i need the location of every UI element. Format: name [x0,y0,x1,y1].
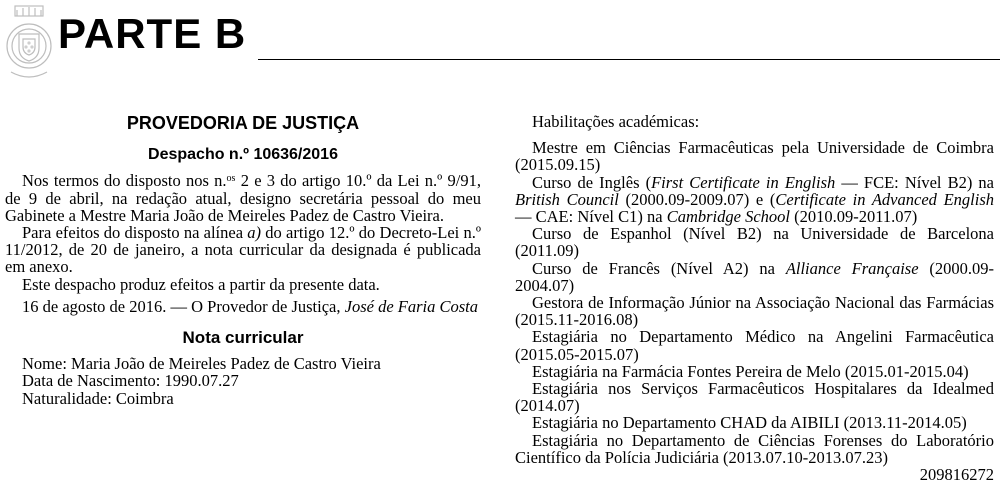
coat-of-arms-watermark [3,2,55,86]
signature-line: 16 de agosto de 2016. — O Provedor de Justiça, José de Faria Costa [22,296,478,316]
experience-item: Estagiária no Departamento CHAD da AIBILI (2013.11-2014.05) [532,413,967,433]
bio-name: Nome: Maria João de Meireles Padez de Castro Vieira [22,354,381,374]
right-column [515,113,994,483]
qualification-english: Curso de Inglês (First Certificate in English — FCE: Nível B2) na British Council (2000.09-2009.07) e (Certificate in Advanced English — CAE: Nível C1) na Cambridge School (2010.09-2011.07) [515,172,994,227]
experience-item: Gestora de Informação Júnior na Associação Nacional das Farmácias (2015.11-2016.08) [515,293,994,330]
nota-curricular-heading: Nota curricular [182,328,304,348]
experience-item: Estagiária no Departamento Médico na Angelini Farmacêutica (2015.05-2015.07) [515,327,994,364]
left-column [5,113,481,407]
bio-birthdate: Data de Nascimento: 1990.07.27 [22,371,239,391]
document-number: 209816272 [919,465,994,485]
organization-heading: PROVEDORIA DE JUSTIÇA [126,113,360,133]
experience-item: Estagiária no Departamento de Ciências Forenses do Laboratório Científico da Polícia Judiciária (2013.07.10-2013.07.23) [515,430,994,467]
section-title: PARTE B [58,10,247,57]
bio-birthplace: Naturalidade: Coimbra [22,388,174,408]
qualifications-heading: Habilitações académicas: [532,112,700,131]
dispatch-paragraph-1: Nos termos do disposto nos n.$^{os}$ 2 e 3 do artigo 10.º da Lei n.º 9/91, de 9 de abril, na redação atual, designo secretária pessoal do meu Gabinete a Mestre Maria João de Meireles Padez de Castro Vieira. [5,171,481,225]
qualification-master: Mestre em Ciências Farmacêuticas pela Universidade de Coimbra (2015.09.15) [515,138,994,175]
dispatch-paragraph-3: Este despacho produz efeitos a partir da presente data. [22,274,380,294]
experience-item: Estagiária nos Serviços Farmacêuticos Hospitalares da Idealmed (2014.07) [515,379,994,416]
dispatch-paragraph-2: Para efeitos do disposto na alínea a) do artigo 12.º do Decreto-Lei n.º 11/2012, de 20 de janeiro, a nota curricular da designada é publicada em anexo. [5,223,481,277]
qualification-french: Curso de Francês (Nível A2) na Alliance Française (2000.09-2004.07) [515,258,994,295]
header-rule [258,59,1000,60]
qualification-spanish: Curso de Espanhol (Nível B2) na Universidade de Barcelona (2011.09) [515,224,994,261]
dispatch-title: Despacho n.º 10636/2016 [148,146,338,164]
experience-item: Estagiária na Farmácia Fontes Pereira de Melo (2015.01-2015.04) [532,361,969,381]
